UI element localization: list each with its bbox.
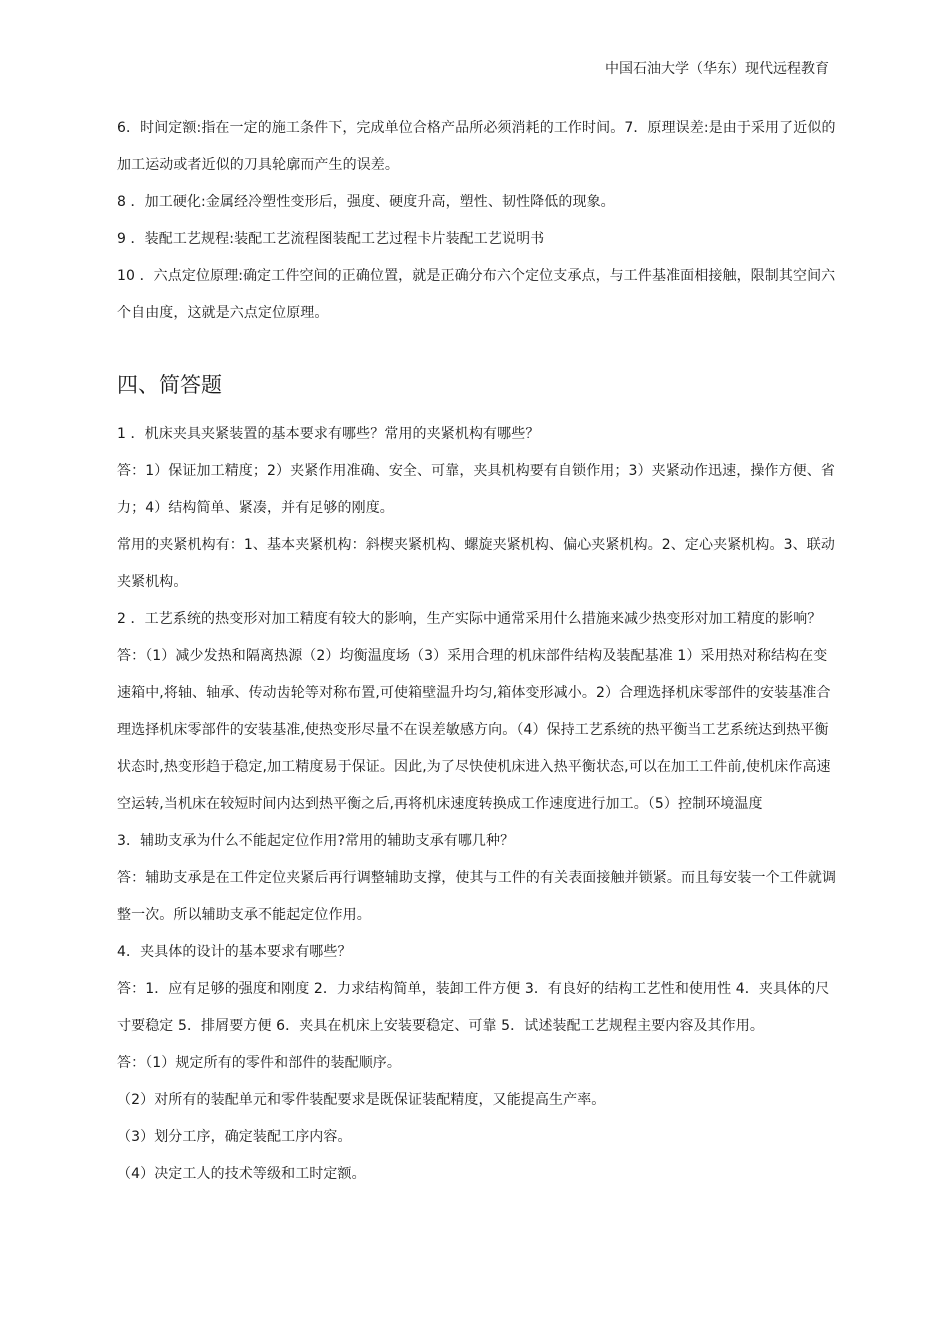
qa-paragraph: 答：1．应有足够的强度和刚度 2．力求结构简单，装卸工件方便 3．有良好的结构工艺性和使用性 4．夹具体的尺寸要稳定 5．排屑要方便 6．夹具在机床上安装要稳定、可靠 5．试述装配工艺规程主要内容及其作用。 xyxy=(117,981,830,1034)
definition-paragraph: 10 ．六点定位原理:确定工件空间的正确位置，就是正确分布六个定位支承点，与工件基准面相接触，限制其空间六个自由度，这就是六点定位原理。 xyxy=(117,268,836,321)
qa-paragraph: 2 ．工艺系统的热变形对加工精度有较大的影响，生产实际中通常采用什么措施来减少热变形对加工精度的影响？ xyxy=(117,611,822,627)
qa-paragraph: （2）对所有的装配单元和零件装配要求是既保证装配精度，又能提高生产率。 xyxy=(117,1092,606,1108)
qa-paragraph: 答：（1）规定所有的零件和部件的装配顺序。 xyxy=(117,1055,402,1071)
qa-paragraph: 3．辅助支承为什么不能起定位作用?常用的辅助支承有哪几种？ xyxy=(117,833,515,849)
qa-paragraph: 4．夹具体的设计的基本要求有哪些？ xyxy=(117,944,352,960)
definition-paragraph: 8 ．加工硬化:金属经冷塑性变形后，强度、硬度升高，塑性、韧性降低的现象。 xyxy=(117,194,615,210)
qa-paragraph: （3）划分工序，确定装配工序内容。 xyxy=(117,1129,352,1145)
definition-paragraph: 9 ．装配工艺规程:装配工艺流程图装配工艺过程卡片装配工艺说明书 xyxy=(117,231,545,247)
definition-paragraph: 6．时间定额:指在一定的施工条件下，完成单位合格产品所必须消耗的工作时间。7．原理误差:是由于采用了近似的加工运动或者近似的刀具轮廓而产生的误差。 xyxy=(117,120,836,173)
qa-paragraph: 常用的夹紧机构有：1、基本夹紧机构：斜楔夹紧机构、螺旋夹紧机构、偏心夹紧机构。2、定心夹紧机构。3、联动夹紧机构。 xyxy=(117,537,835,590)
qa-paragraph: 答：（1）减少发热和隔离热源（2）均衡温度场（3）采用合理的机床部件结构及装配基准 1）采用热对称结构在变速箱中,将轴、轴承、传动齿轮等对称布置,可使箱壁温升均匀,箱体变形减小。2）合理选择机床零部件的安装基准合理选择机床零部件的安装基准,使热变形尽量不在误差敏感方向。（4）保持工艺系统的热平衡当工艺系统达到热平衡状态时,热变形趋于稳定,加工精度易于保证。因此,为了尽快使机床进入热平衡状态,可以在加工工件前,使机床作高速空运转,当机床在较短时间内达到热平衡之后,再将机床速度转换成工作速度进行加工。（5）控制环境温度 xyxy=(117,648,831,812)
qa-paragraph: （4）决定工人的技术等级和工时定额。 xyxy=(117,1166,366,1182)
qa-paragraph: 答：辅助支承是在工件定位夹紧后再行调整辅助支撑，使其与工件的有关表面接触并锁紧。而且每安装一个工件就调整一次。所以辅助支承不能起定位作用。 xyxy=(117,870,837,923)
qa-list xyxy=(117,416,837,1193)
page-header: 中国石油大学（华东）现代远程教育 xyxy=(605,61,829,77)
qa-paragraph: 1 ．机床夹具夹紧装置的基本要求有哪些？常用的夹紧机构有哪些？ xyxy=(117,426,540,442)
document-body xyxy=(117,110,837,1193)
qa-paragraph: 答：1）保证加工精度；2）夹紧作用准确、安全、可靠，夹具机构要有自锁作用；3）夹紧动作迅速，操作方便、省力；4）结构简单、紧凑，并有足够的刚度。 xyxy=(117,463,835,516)
section-heading: 四、简答题 xyxy=(117,373,222,397)
